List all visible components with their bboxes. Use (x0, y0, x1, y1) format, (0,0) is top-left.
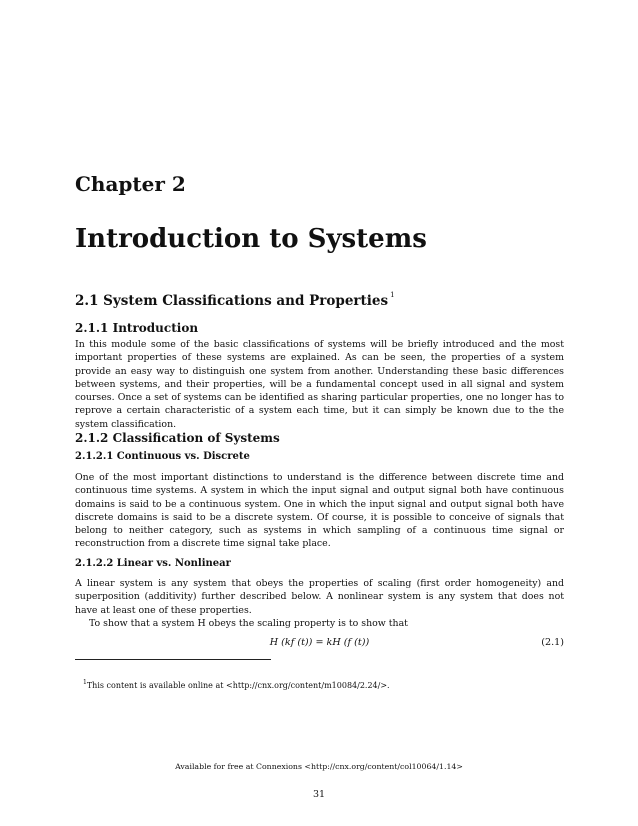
chapter-title: Introduction to Systems (75, 224, 427, 254)
equation-number: (2.1) (541, 637, 564, 648)
continuous-discrete-paragraph: One of the most important distinctions to understand is the difference between discrete time and continuous time systems. A system in which the input signal and output signal both have continuous domains is said to be a continuous system. One in which the input signal and output signal both have discrete domains is said to be a discrete system. Of course, it is possible to conceive of signals that belong to neither category, such as systems in which sampling of a continuous time signal or reconstruction from a discrete time signal take place. (75, 472, 564, 550)
linear-nonlinear-heading: 2.1.2.2 Linear vs. Nonlinear (75, 558, 231, 569)
footer-availability[interactable]: Available for free at Connexions <http://cnx.org/content/col10064/1.14> (175, 762, 463, 771)
linear-nonlinear-paragraph: A linear system is any system that obeys the properties of scaling (first order homogeneity) and superposition (additivity) further described below. A nonlinear system is any system that does not have at least one of these properties. (75, 578, 564, 616)
classification-heading: 2.1.2 Classification of Systems (75, 431, 280, 445)
introduction-heading: 2.1.1 Introduction (75, 321, 199, 335)
continuous-discrete-heading: 2.1.2.1 Continuous vs. Discrete (75, 451, 250, 462)
page-number: 31 (312, 789, 326, 800)
footnote-rule (75, 659, 271, 660)
equation-expression: H (kf (t)) = kH (f (t)) (269, 637, 370, 648)
equation-2-1 (75, 637, 564, 651)
footnote (83, 679, 390, 690)
footnote-mark: 1 (83, 679, 87, 686)
scaling-intro-paragraph: To show that a system H obeys the scaling property is to show that (89, 618, 408, 629)
chapter-label: Chapter 2 (75, 172, 186, 196)
section-title-text: 2.1 System Classifications and Properties (75, 293, 389, 309)
section-footnote-mark[interactable]: 1 (390, 291, 395, 299)
section-title (75, 291, 395, 309)
introduction-paragraph: In this module some of the basic classifications of systems will be briefly introduced and the most important properties of these systems are explained. As can be seen, the properties of a system provide an easy way to distinguish one system from another. Understanding these basic differences between systems, and their properties, will be a fundamental concept used in all signal and system courses. Once a set of systems can be identified as sharing particular properties, one no longer has to reprove a certain characteristic of a system each time, but it can simply be known due to the the system classification. (75, 339, 564, 430)
footnote-text[interactable]: This content is available online at <http://cnx.org/content/m10084/2.24/>. (86, 681, 390, 690)
